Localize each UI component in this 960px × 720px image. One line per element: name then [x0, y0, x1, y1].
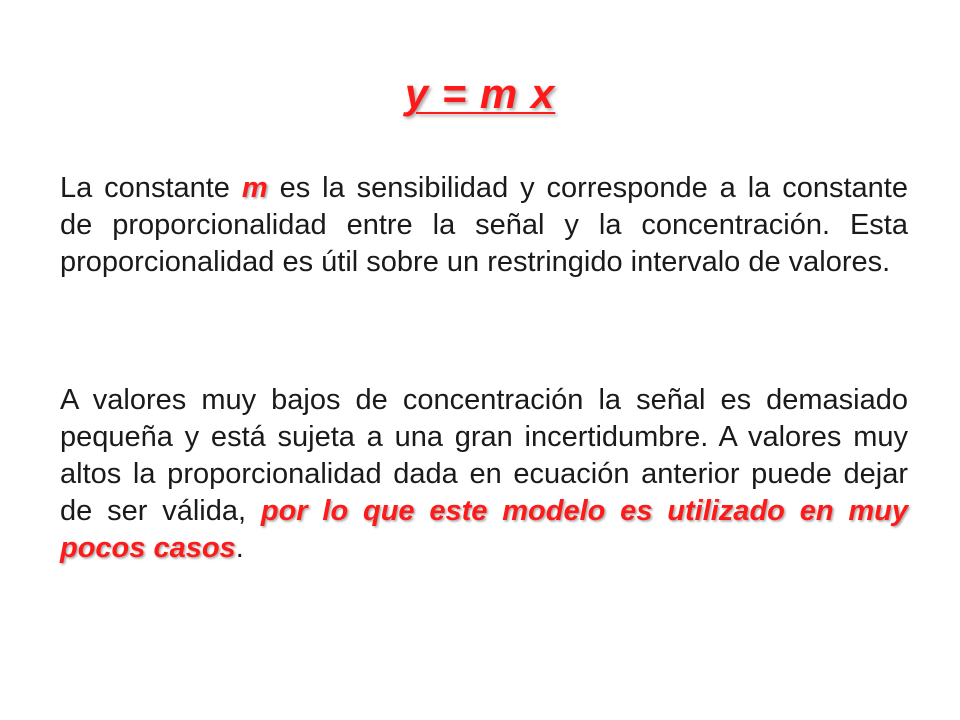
paragraph-1-rest: es la sensibilidad y corresponde a la constante de proporcionalidad entre la señal y la concentración. Esta proporcionalidad es útil sobre un restringido intervalo de valores. [60, 172, 908, 278]
paragraph-1-start: La constante [60, 172, 242, 204]
paragraph-sensitivity [60, 170, 908, 281]
paragraph-limitations [60, 382, 908, 567]
paragraph-2-end: . [235, 532, 244, 564]
slide-title: y = m x [404, 70, 556, 117]
constant-m: m [241, 172, 268, 204]
paragraph-2-text: A valores muy bajos de concentración la señal es demasiado pequeña y está sujeta a una gran incertidumbre. A valores muy altos la proporcionalidad dada en ecuación anterior puede dejar de ser válida, [60, 384, 908, 527]
paragraph-2-conclusion: por lo que este modelo es utilizado en muy pocos casos [60, 495, 908, 564]
